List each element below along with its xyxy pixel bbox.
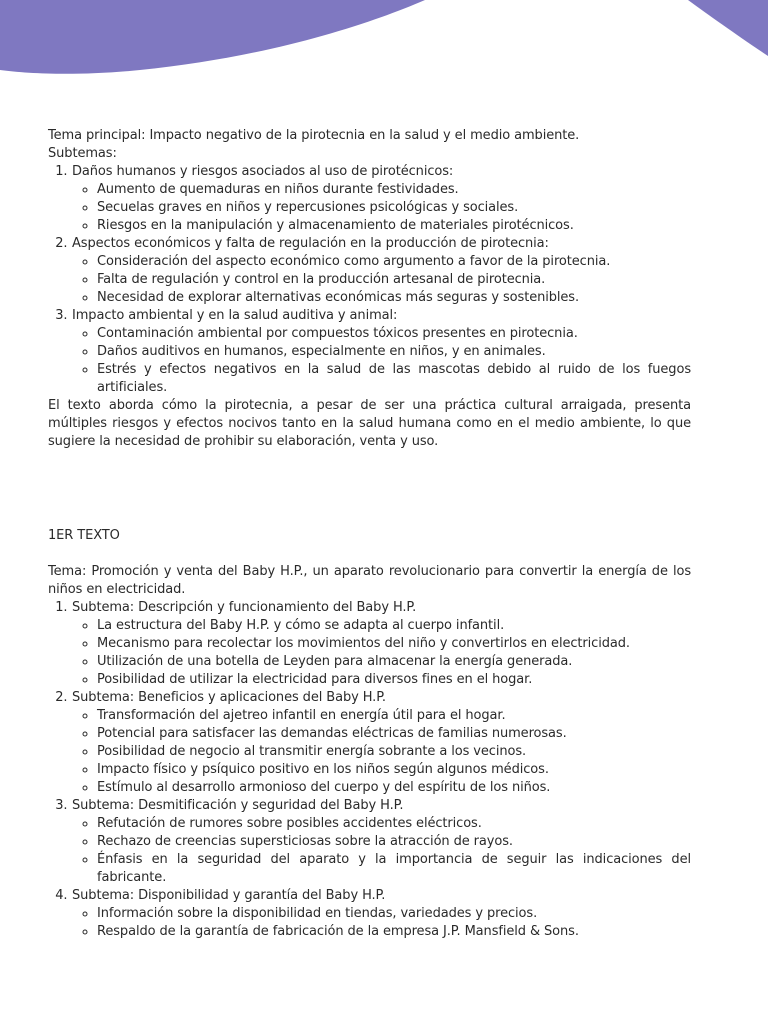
subtopic-points [72,707,691,797]
point-item: ◦ Falta de regulación y control en la producción artesanal de pirotecnia. [97,271,691,289]
point-item: ◦ Daños auditivos en humanos, especialmente en niños, y en animales. [97,343,691,361]
point-item: ◦ Riesgos en la manipulación y almacenamiento de materiales pirotécnicos. [97,217,691,235]
point-item: ◦ La estructura del Baby H.P. y cómo se adapta al cuerpo infantil. [97,617,691,635]
subtopic-title: Subtema: Descripción y funcionamiento del Baby H.P. [72,600,417,615]
point-item: ◦ Énfasis en la seguridad del aparato y la importancia de seguir las indicaciones del fabricante. [97,851,691,887]
point-item: ◦ Respaldo de la garantía de fabricación de la empresa J.P. Mansfield & Sons. [97,923,691,941]
subtopic-points [72,815,691,887]
point-item: ◦ Necesidad de explorar alternativas económicas más seguras y sostenibles. [97,289,691,307]
subtopic-points [72,617,691,689]
subtopic-item [72,887,692,941]
point-item: ◦ Transformación del ajetreo infantil en energía útil para el hogar. [97,707,691,725]
main-theme-line: Tema principal: Impacto negativo de la pirotecnia en la salud y el medio ambiente. [48,128,580,143]
header-wave-decoration [0,0,768,80]
subtopics-list [48,163,691,397]
point-item: ◦ Aumento de quemaduras en niños durante festividades. [97,181,691,199]
wave-shape-right [688,0,768,56]
subtopic-points [72,181,691,235]
point-item: ◦ Consideración del aspecto económico como argumento a favor de la pirotecnia. [97,253,691,271]
subtopics-label: Subtemas: [48,146,117,161]
subtopic-points [72,325,691,397]
summary-section [48,127,691,451]
subtopics-list [48,599,691,941]
point-item: ◦ Estrés y efectos negativos en la salud de las mascotas debido al ruido de los fuegos artificiales. [97,361,691,397]
point-item: ◦ Rechazo de creencias supersticiosas sobre la atracción de rayos. [97,833,691,851]
point-item: ◦ Contaminación ambiental por compuestos tóxicos presentes en pirotecnia. [97,325,691,343]
point-item: ◦ Secuelas graves en niños y repercusiones psicológicas y sociales. [97,199,691,217]
section-heading: 1ER TEXTO [48,528,120,543]
first-text-section [48,527,691,941]
point-item: ◦ Potencial para satisfacer las demandas eléctricas de familias numerosas. [97,725,691,743]
point-item: ◦ Impacto físico y psíquico positivo en los niños según algunos médicos. [97,761,691,779]
point-item: ◦ Refutación de rumores sobre posibles accidentes eléctricos. [97,815,691,833]
subtopic-title: Aspectos económicos y falta de regulación en la producción de pirotecnia: [72,236,549,251]
point-item: ◦ Información sobre la disponibilidad en tiendas, variedades y precios. [97,905,691,923]
subtopic-item [72,599,692,689]
subtopic-item [72,797,692,887]
point-item: ◦ Posibilidad de utilizar la electricidad para diversos fines en el hogar. [97,671,691,689]
subtopic-item [72,235,692,307]
subtopic-points [72,905,691,941]
blank-line [48,545,691,563]
subtopic-title: Impacto ambiental y en la salud auditiva y animal: [72,308,398,323]
subtopic-item [72,689,692,797]
subtopic-item [72,163,692,235]
subtopic-item [72,307,692,397]
point-item: ◦ Posibilidad de negocio al transmitir energía sobrante a los vecinos. [97,743,691,761]
point-item: ◦ Utilización de una botella de Leyden para almacenar la energía generada. [97,653,691,671]
subtopic-points [72,253,691,307]
point-item: ◦ Mecanismo para recolectar los movimientos del niño y convertirlos en electricidad. [97,635,691,653]
subtopic-title: Subtema: Disponibilidad y garantía del Baby H.P. [72,888,386,903]
wave-shape-left [0,0,425,74]
subtopic-title: Subtema: Beneficios y aplicaciones del Baby H.P. [72,690,386,705]
subtopic-title: Daños humanos y riesgos asociados al uso de pirotécnicos: [72,164,454,179]
conclusion-paragraph: El texto aborda cómo la pirotecnia, a pesar de ser una práctica cultural arraigada, presenta múltiples riesgos y efectos nocivos tanto en la salud humana como en el medio ambiente, lo que sugiere la necesidad de prohibir su elaboración, venta y uso. [48,398,691,449]
theme-paragraph: Tema: Promoción y venta del Baby H.P., un aparato revolucionario para convertir la energía de los niños en electricidad. [48,564,691,597]
subtopic-title: Subtema: Desmitificación y seguridad del Baby H.P. [72,798,404,813]
point-item: ◦ Estímulo al desarrollo armonioso del cuerpo y del espíritu de los niños. [97,779,691,797]
